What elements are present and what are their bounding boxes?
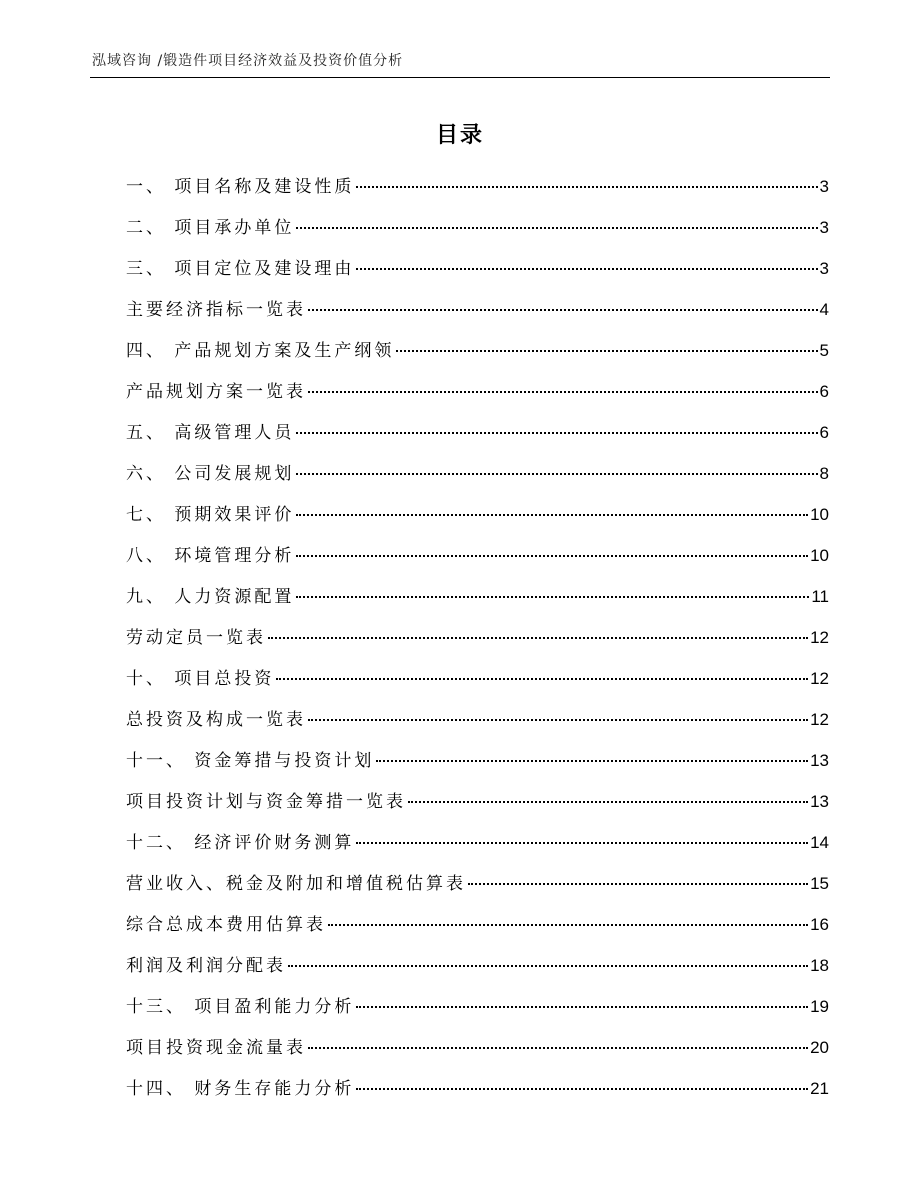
toc-entry-page-number: 10 [810,505,829,524]
toc-entry[interactable] [126,623,829,664]
toc-entry-page-number: 12 [810,710,829,729]
toc-entry-page-number: 5 [819,341,829,360]
toc-entry-page-number: 14 [810,833,829,852]
toc-entry-page-number: 15 [810,874,829,893]
toc-entry-label: 十二、 经济评价财务测算 [126,833,355,853]
toc-entry-page-number: 3 [819,259,829,278]
toc-entry-label: 项目投资计划与资金筹措一览表 [126,792,406,812]
toc-entry-page-number: 3 [819,177,829,196]
header-divider [90,77,830,78]
toc-leader-dots [268,637,808,639]
toc-leader-dots [356,186,817,188]
running-header: 泓域咨询 /锻造件项目经济效益及投资价值分析 [92,53,404,69]
toc-entry-page-number: 16 [810,915,829,934]
toc-entry-label: 十三、 项目盈利能力分析 [126,997,355,1017]
toc-leader-dots [296,514,808,516]
toc-entry-page-number: 21 [810,1079,829,1098]
toc-entry-label: 一、 项目名称及建设性质 [126,177,355,197]
toc-entry[interactable] [126,1074,829,1115]
toc-entry-page-number: 6 [819,382,829,401]
toc-entry-page-number: 8 [819,464,829,483]
toc-entry-label: 综合总成本费用估算表 [126,915,326,935]
toc-entry[interactable] [126,295,829,336]
toc-entry-page-number: 12 [810,669,829,688]
toc-leader-dots [376,760,808,762]
toc-leader-dots [296,555,808,557]
toc-entry[interactable] [126,500,829,541]
toc-entry-label: 十一、 资金筹措与投资计划 [126,751,375,771]
toc-leader-dots [308,1047,808,1049]
toc-entry-label: 营业收入、税金及附加和增值税估算表 [126,874,466,894]
toc-entry[interactable] [126,869,829,910]
toc-entry[interactable] [126,951,829,992]
toc-entry-label: 三、 项目定位及建设理由 [126,259,355,279]
toc-leader-dots [328,924,808,926]
toc-entry[interactable] [126,377,829,418]
toc-entry[interactable] [126,705,829,746]
toc-entry[interactable] [126,664,829,705]
toc-leader-dots [296,227,817,229]
toc-leader-dots [296,473,817,475]
toc-entry-page-number: 4 [819,300,829,319]
toc-leader-dots [308,309,818,311]
toc-leader-dots [356,268,817,270]
toc-entry[interactable] [126,828,829,869]
toc-entry-label: 总投资及构成一览表 [126,710,306,730]
toc-entry-label: 二、 项目承办单位 [126,218,295,238]
toc-entry[interactable] [126,418,829,459]
toc-entry[interactable] [126,459,829,500]
toc-entry-label: 九、 人力资源配置 [126,587,295,607]
toc-leader-dots [356,1088,808,1090]
toc-entry-label: 十四、 财务生存能力分析 [126,1079,355,1099]
toc-entry[interactable] [126,213,829,254]
toc-entry-label: 项目投资现金流量表 [126,1038,306,1058]
toc-entry-page-number: 19 [810,997,829,1016]
toc-entry-page-number: 12 [810,628,829,647]
toc-entry-page-number: 6 [819,423,829,442]
toc-leader-dots [276,678,808,680]
toc-entry-label: 七、 预期效果评价 [126,505,295,525]
page-title: 目录 [435,123,484,148]
toc-entry-page-number: 18 [810,956,829,975]
toc-entry-label: 六、 公司发展规划 [126,464,295,484]
toc-entry[interactable] [126,1033,829,1074]
toc-entry[interactable] [126,541,829,582]
toc-entry-label: 八、 环境管理分析 [126,546,295,566]
table-of-contents [126,172,829,1115]
toc-leader-dots [296,432,817,434]
toc-entry-label: 利润及利润分配表 [126,956,286,976]
toc-entry[interactable] [126,336,829,377]
toc-leader-dots [308,719,808,721]
toc-entry-page-number: 11 [811,587,829,606]
toc-entry[interactable] [126,254,829,295]
toc-entry-label: 十、 项目总投资 [126,669,275,689]
toc-entry-page-number: 13 [810,751,829,770]
toc-leader-dots [288,965,808,967]
toc-entry[interactable] [126,992,829,1033]
toc-entry-page-number: 20 [810,1038,829,1057]
toc-entry-page-number: 3 [819,218,829,237]
toc-entry-label: 主要经济指标一览表 [126,300,306,320]
toc-entry[interactable] [126,746,829,787]
toc-leader-dots [468,883,808,885]
toc-leader-dots [308,391,818,393]
toc-leader-dots [396,350,817,352]
toc-entry-label: 五、 高级管理人员 [126,423,295,443]
toc-leader-dots [296,596,809,598]
toc-leader-dots [356,842,808,844]
toc-entry-page-number: 10 [810,546,829,565]
toc-entry[interactable] [126,910,829,951]
toc-entry[interactable] [126,582,829,623]
toc-entry-label: 四、 产品规划方案及生产纲领 [126,341,395,361]
toc-entry[interactable] [126,787,829,828]
toc-entry-label: 产品规划方案一览表 [126,382,306,402]
toc-entry-page-number: 13 [810,792,829,811]
toc-leader-dots [408,801,808,803]
toc-entry[interactable] [126,172,829,213]
toc-leader-dots [356,1006,808,1008]
toc-entry-label: 劳动定员一览表 [126,628,266,648]
